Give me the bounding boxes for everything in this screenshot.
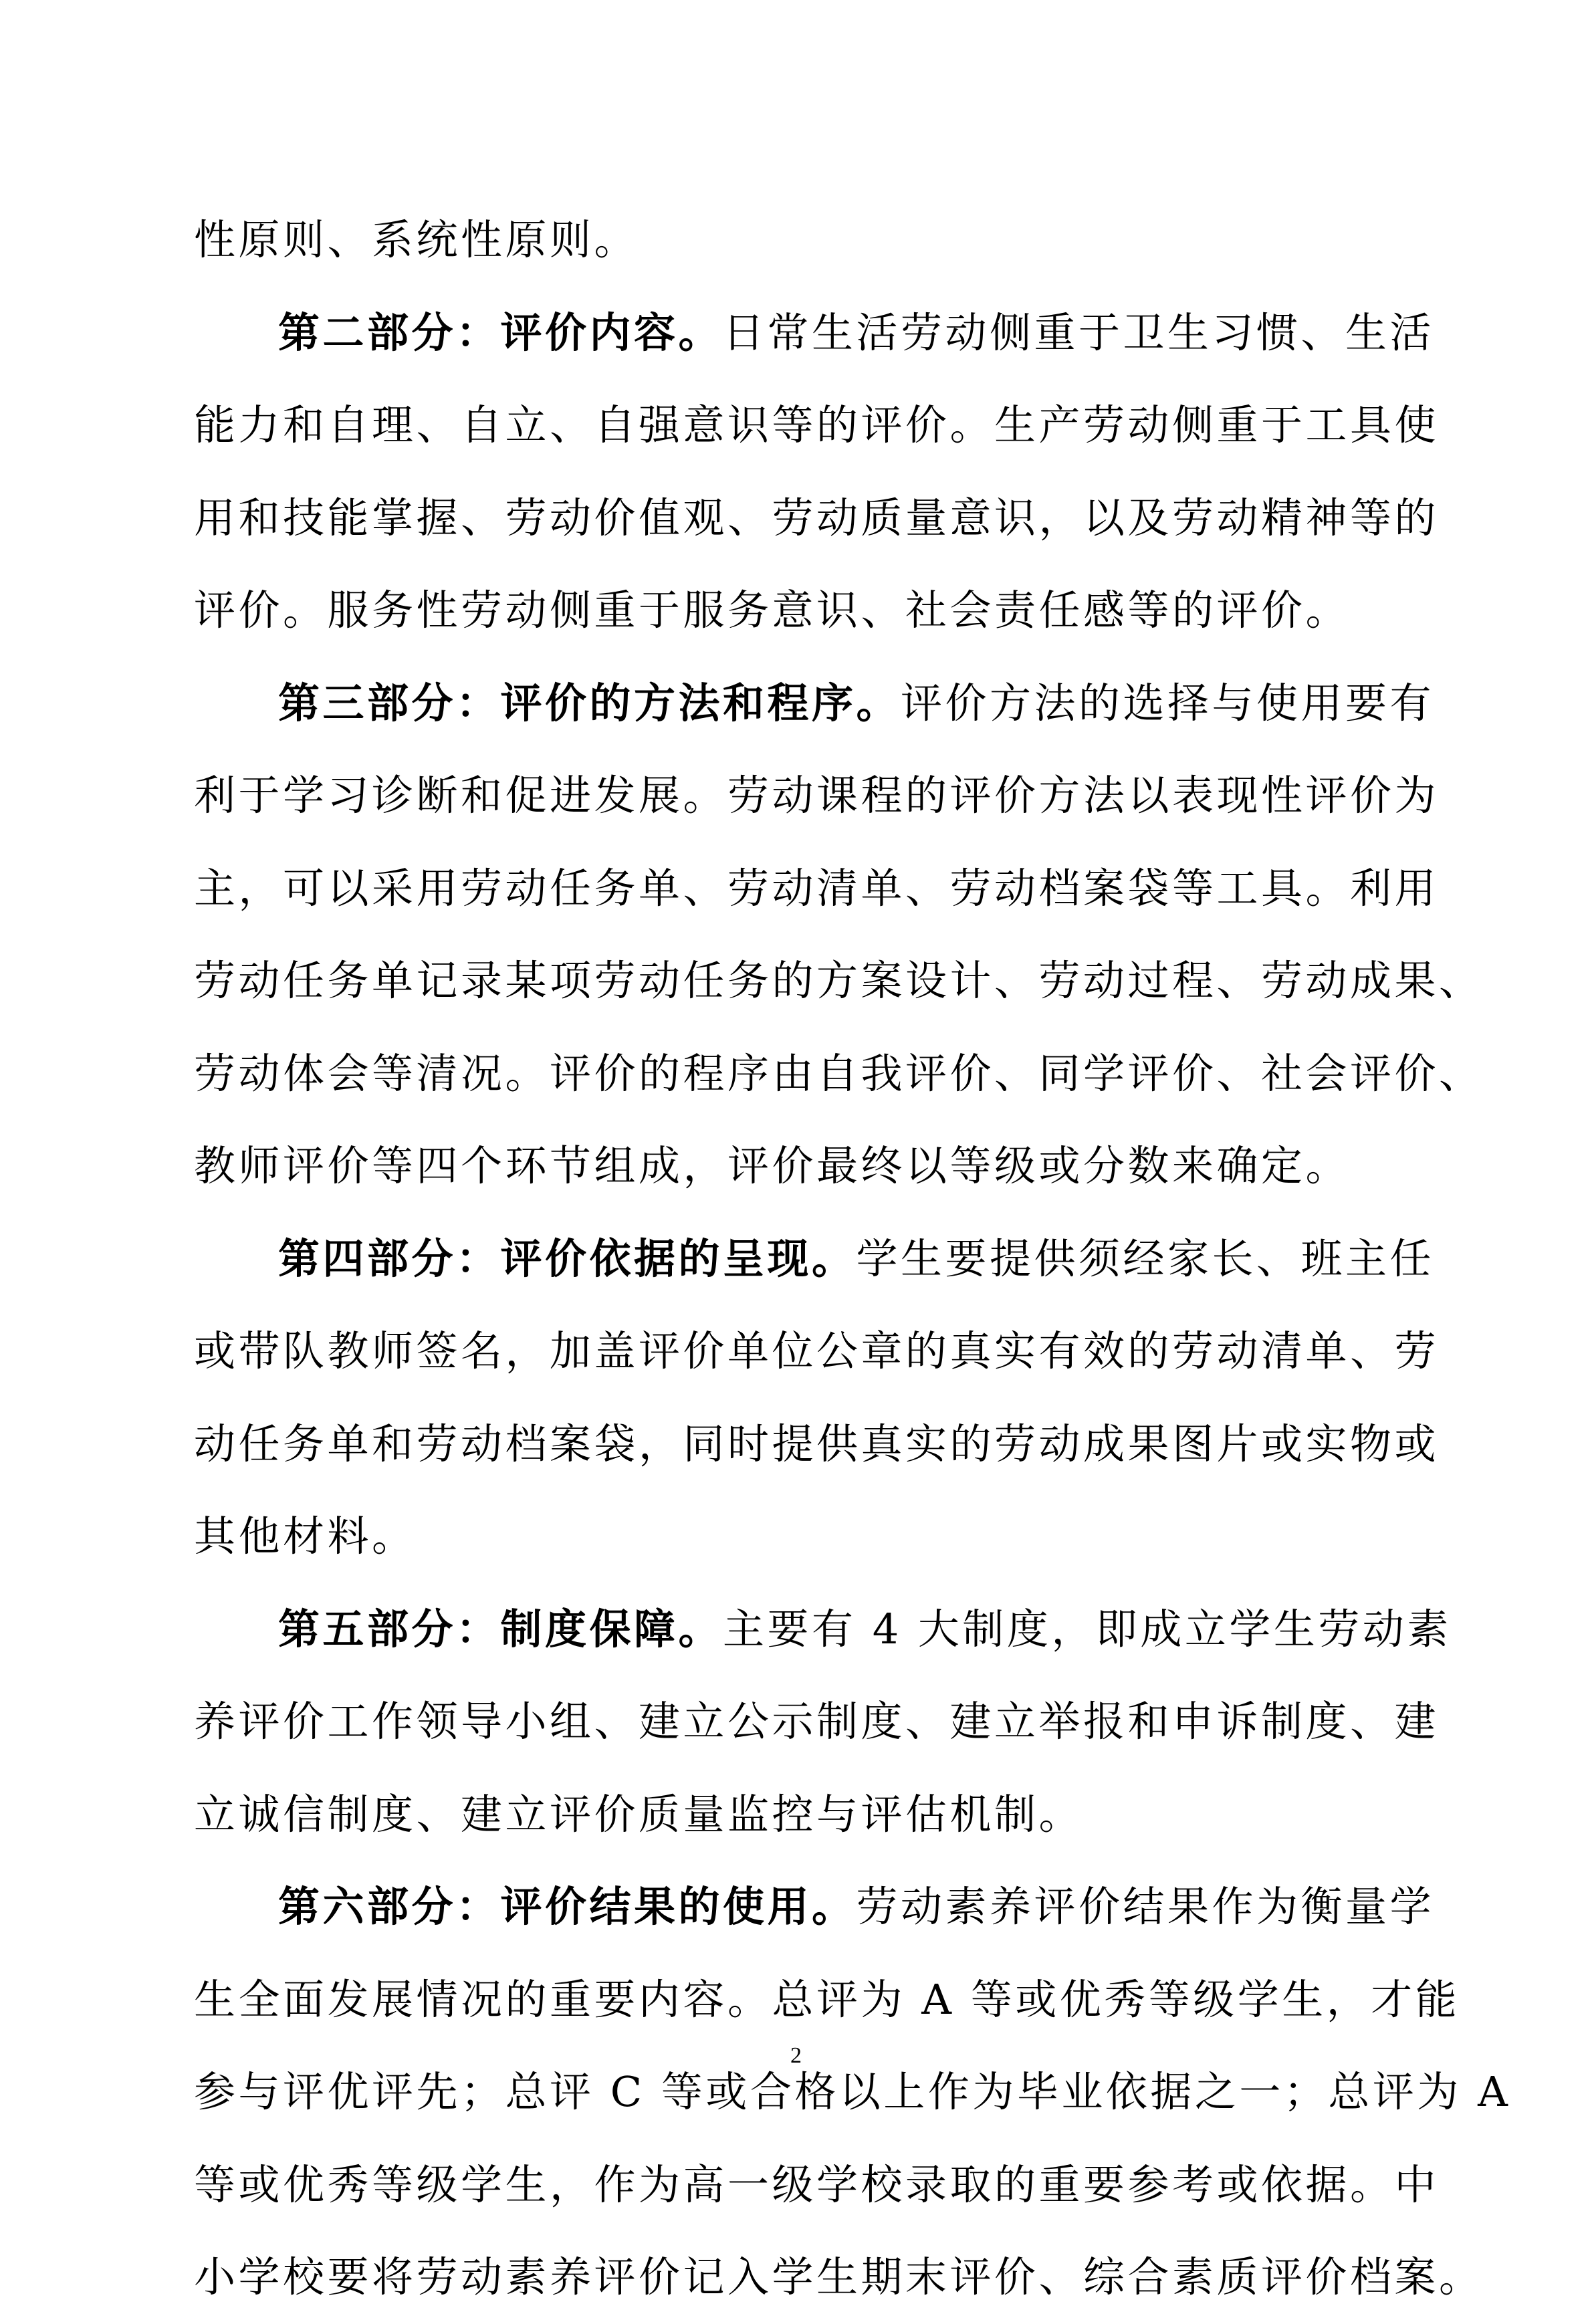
text-line [194,1490,1397,1583]
text-line [194,2139,1440,2232]
text-line [194,1768,1397,1861]
text-line [194,472,1440,565]
page-number: 2 [790,2043,802,2068]
line-text: 日常生活劳动侧重于卫生习惯、生活 [723,308,1435,357]
section-heading: 第四部分：评价依据的呈现。 [278,1234,857,1283]
line-text: 劳动素养评价结果作为衡量学 [856,1882,1435,1931]
line-text: 性原则、系统性原则。 [194,215,639,264]
line-text: 或带队教师签名，加盖评价单位公章的真实有效的劳动清单、劳 [194,1326,1440,1375]
section-four-paragraph [194,1213,1435,1306]
line-text: 学生要提供须经家长、班主任 [856,1234,1435,1283]
text-line [194,379,1440,472]
line-text: 生全面发展情况的重要内容。总评为 A 等或优秀等级学生，才能 [194,1974,1460,2024]
line-text: 其他材料。 [194,1512,417,1560]
text-line [194,1398,1440,1491]
line-text: 小学校要将劳动素养评价记入学生期末评价、综合素质评价档案。 [194,2252,1484,2301]
section-two-paragraph [194,287,1435,380]
line-text: 参与评优评先；总评 C 等或合格以上作为毕业依据之一；总评为 A [194,2067,1511,2116]
line-text: 评价。服务性劳动侧重于服务意识、社会责任感等的评价。 [194,586,1351,634]
line-text: 劳动任务单记录某项劳动任务的方案设计、劳动过程、劳动成果、 [194,956,1484,1005]
section-three-paragraph [194,657,1435,750]
section-six-paragraph [194,1861,1435,1954]
text-line [194,1120,1397,1213]
line-text: 利于学习诊断和促进发展。劳动课程的评价方法以表现性评价为 [194,771,1440,820]
text-line [194,935,1484,1028]
line-text: 能力和自理、自立、自强意识等的评价。生产劳动侧重于工具使 [194,400,1440,449]
text-line [194,1305,1440,1398]
line-text: 动任务单和劳动档案袋，同时提供真实的劳动成果图片或实物或 [194,1419,1440,1468]
line-text: 主要有 4 大制度，即成立学生劳动素 [723,1604,1452,1653]
text-line [194,749,1440,842]
line-text: 养评价工作领导小组、建立公示制度、建立举报和申诉制度、建 [194,1697,1440,1746]
section-heading: 第三部分：评价的方法和程序。 [278,678,901,727]
line-text: 教师评价等四个环节组成，评价最终以等级或分数来确定。 [194,1141,1351,1190]
text-line [194,842,1440,935]
text-line [194,2231,1484,2324]
section-heading: 第六部分：评价结果的使用。 [278,1882,857,1931]
text-line [194,564,1397,657]
section-heading: 第二部分：评价内容。 [278,308,723,357]
line-text: 等或优秀等级学生，作为高一级学校录取的重要参考或依据。中 [194,2160,1440,2209]
text-line [194,1954,1460,2047]
body-text [194,194,1511,2324]
section-five-paragraph [194,1583,1452,1676]
line-text: 用和技能掌握、劳动价值观、劳动质量意识，以及劳动精神等的 [194,493,1440,542]
text-line [194,194,1397,287]
line-text: 评价方法的选择与使用要有 [901,678,1435,727]
line-text: 主，可以采用劳动任务单、劳动清单、劳动档案袋等工具。利用 [194,863,1440,913]
text-line [194,1675,1440,1768]
section-heading: 第五部分：制度保障。 [278,1604,723,1653]
line-text: 立诚信制度、建立评价质量监控与评估机制。 [194,1789,1084,1839]
text-line [194,1028,1484,1121]
line-text: 劳动体会等清况。评价的程序由自我评价、同学评价、社会评价、 [194,1048,1484,1098]
